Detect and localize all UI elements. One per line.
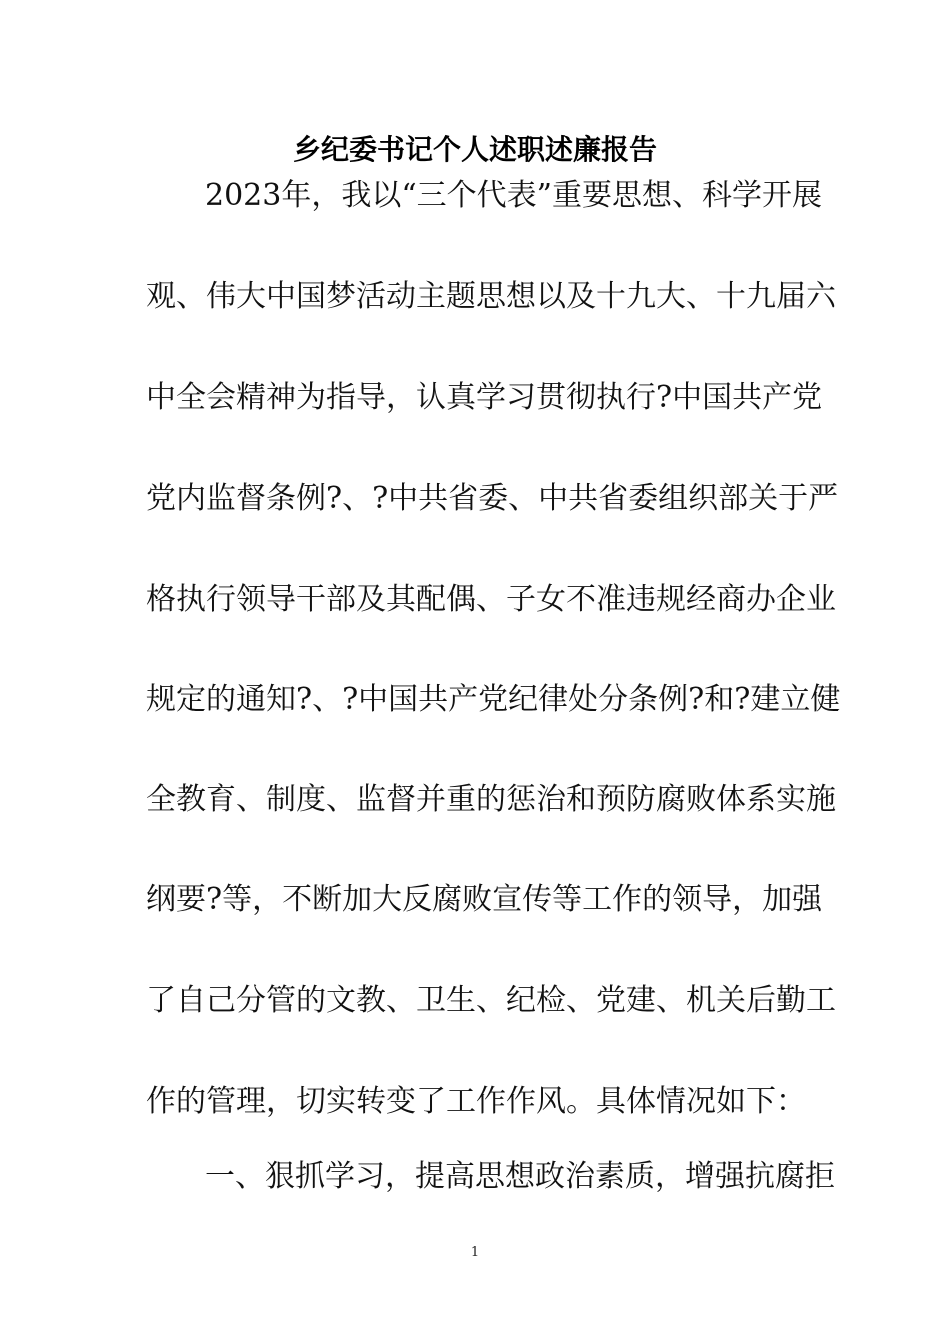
paragraph-line: 全教育、制度、监督并重的惩治和预防腐败体系实施: [146, 782, 836, 817]
paragraph-line: 作的管理，切实转变了工作作风。具体情况如下：: [146, 1084, 806, 1119]
paragraph-line: 格执行领导干部及其配偶、子女不准违规经商办企业: [146, 582, 836, 617]
paragraph-line: 观、伟大中国梦活动主题思想以及十九大、十九届六: [146, 279, 836, 314]
paragraph-line: 中全会精神为指导，认真学习贯彻执行?中国共产党: [146, 380, 823, 415]
paragraph-line: 规定的通知?、?中国共产党纪律处分条例?和?建立健: [146, 682, 841, 717]
paragraph-line: 了自己分管的文教、卫生、纪检、党建、机关后勤工: [146, 983, 836, 1018]
section-heading-line: 一、狠抓学习，提高思想政治素质，增强抗腐拒: [205, 1159, 835, 1194]
page-number: 1: [470, 1245, 480, 1260]
paragraph-line: 党内监督条例?、?中共省委、中共省委组织部关于严: [146, 481, 839, 516]
document-title: 乡纪委书记个人述职述廉报告: [292, 133, 657, 166]
paragraph-line: 纲要?等，不断加大反腐败宣传等工作的领导，加强: [146, 882, 823, 917]
paragraph-line: 2023年，我以“三个代表”重要思想、科学开展: [205, 178, 823, 213]
